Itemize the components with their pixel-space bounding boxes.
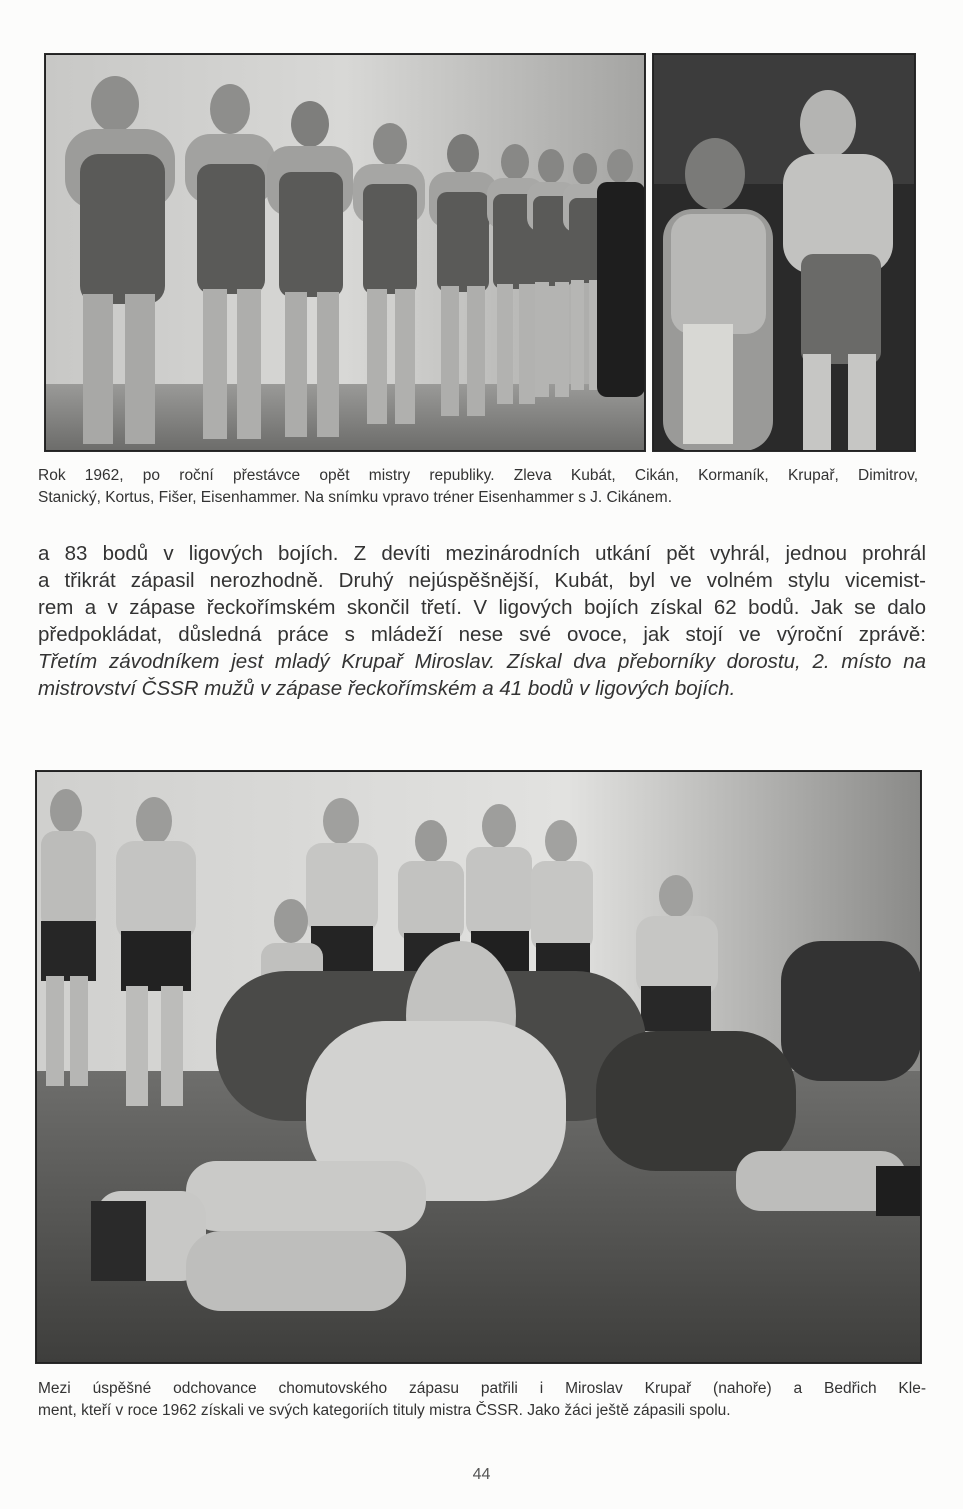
page-number: 44 (472, 1466, 491, 1483)
caption-top (38, 465, 918, 509)
team-photo-image (45, 54, 645, 451)
caption-bottom (38, 1378, 926, 1422)
body-line-5-quote (38, 648, 926, 675)
caption-bottom-line-2: ment, kteří v roce 1962 získali ve svých kategoriích tituly mistra ČSSR. Jako žáci ještě zápasili spolu. (38, 1402, 731, 1419)
body-line-3: rem a v zápase řeckořímském skončil třetí. V ligových bojích získal 62 bodů. Jak se dalo (38, 596, 926, 619)
body-line-6-quote (38, 675, 926, 702)
body-line-2: a třikrát zápasil nerozhodně. Druhý nejúspěšnější, Kubát, byl ve volném stylu vicemist- (38, 569, 926, 592)
body-line-1: a 83 bodů v ligových bojích. Z devíti mezinárodních utkání pět vyhrál, jednou prohrál (38, 542, 926, 565)
caption-bottom-line-1: Mezi úspěšné odchovance chomutovského zápasu patřili i Miroslav Krupař (nahoře) a Bedřich Kle- (38, 1380, 926, 1397)
wrestling-photo (35, 770, 922, 1364)
team-photo (44, 53, 646, 452)
body-line-4: předpokládat, důsledná práce s mládeží nese své ovoce, jak stojí ve výroční zprávě: (38, 623, 926, 646)
body-paragraph (38, 540, 926, 702)
wrestling-photo-image (36, 771, 921, 1363)
quote-text-2: mistrovství ČSSR mužů v zápase řeckořímském a 41 bodů v ligových bojích. (38, 677, 736, 700)
coach-photo-image (653, 54, 915, 451)
coach-photo (652, 53, 916, 452)
quote-text-1: Třetím závodníkem jest mladý Krupař Miroslav. Získal dva přeborníky dorostu, 2. místo na (38, 650, 926, 673)
caption-top-line-1: Rok 1962, po roční přestávce opět mistry republiky. Zleva Kubát, Cikán, Kormaník, Krupař, Dimitrov, (38, 467, 918, 484)
caption-top-line-2: Stanický, Kortus, Fišer, Eisenhammer. Na snímku vpravo tréner Eisenhammer s J. Cikánem. (38, 489, 673, 506)
